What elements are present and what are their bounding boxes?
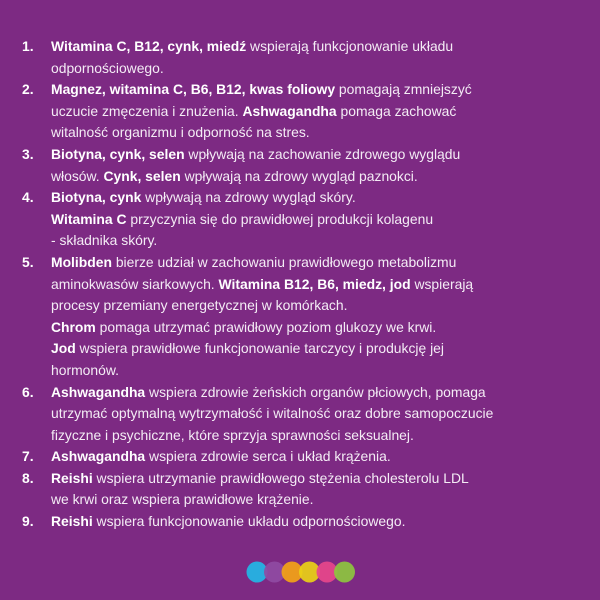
dot-circle — [334, 562, 355, 583]
list-item-number: 6. — [22, 383, 34, 400]
ingredient-name: Ashwagandha — [51, 383, 146, 400]
claim-text: wspiera funkcjonowanie układu odpornościowego. — [92, 513, 406, 530]
claim-text: hormonów. — [51, 361, 119, 378]
list-item — [0, 468, 600, 511]
ingredient-name: Ashwagandha — [242, 102, 337, 119]
text-line — [51, 230, 560, 252]
text-line — [51, 122, 560, 144]
claim-text: wpływają na zdrowy wygląd paznokci. — [180, 167, 418, 184]
claim-text: we krwi oraz wspiera prawidłowe krążenie. — [51, 491, 314, 508]
list-item-number: 7. — [22, 448, 34, 465]
text-line — [51, 511, 560, 533]
claim-text: utrzymać optymalną wytrzymałość i witalność oraz dobre samopoczucie — [51, 405, 494, 422]
text-line — [51, 36, 560, 58]
claim-text: pomaga zachować — [336, 102, 457, 119]
text-line — [51, 360, 560, 382]
text-line — [51, 338, 560, 360]
list-item-number: 8. — [22, 469, 34, 486]
text-line — [51, 425, 560, 447]
ingredient-name: Cynk, selen — [103, 167, 181, 184]
claim-text: witalność organizmu i odporność na stres. — [51, 124, 310, 141]
ingredient-name: Reishi — [51, 513, 93, 530]
ingredient-name: Chrom — [51, 318, 96, 335]
claim-text: fizyczne i psychiczne, które sprzyja sprawności seksualnej. — [51, 426, 414, 443]
list-item — [0, 144, 600, 187]
list-item — [0, 187, 600, 252]
colored-circles-icon — [246, 560, 356, 584]
list-item-number: 1. — [22, 38, 34, 54]
list-item — [0, 36, 600, 79]
claim-text: wspiera prawidłowe funkcjonowanie tarczycy i produkcję jej — [75, 340, 444, 357]
list-item — [0, 79, 600, 144]
claim-text: wspiera utrzymanie prawidłowego stężenia cholesterolu LDL — [92, 469, 469, 486]
list-item — [0, 382, 600, 447]
text-line — [51, 489, 560, 511]
ingredient-name: Witamina B12, B6, miedz, jod — [218, 275, 411, 292]
claim-text: bierze udział w zachowaniu prawidłowego metabolizmu — [111, 253, 457, 270]
list-item — [0, 446, 600, 468]
text-line — [51, 79, 560, 101]
text-line — [51, 468, 560, 490]
ingredient-name: Magnez, witamina C, B6, B12, kwas foliowy — [51, 81, 336, 98]
text-line — [51, 274, 560, 296]
ingredient-name: Reishi — [51, 469, 93, 486]
text-line — [51, 403, 560, 425]
list-item — [0, 252, 600, 382]
claim-text: wpływają na zdrowy wygląd skóry. — [141, 189, 356, 206]
ingredient-name: Jod — [51, 340, 76, 357]
text-line — [51, 58, 560, 80]
claim-text: przyczynia się do prawidłowej produkcji kolagenu — [126, 210, 434, 227]
text-line — [51, 101, 560, 123]
claim-text: wspierają funkcjonowanie układu — [246, 38, 454, 54]
ingredient-name: Witamina C, B12, cynk, miedź — [51, 38, 247, 54]
text-line — [51, 187, 560, 209]
claim-text: pomaga utrzymać prawidłowy poziom glukozy we krwi. — [95, 318, 437, 335]
list-item-number: 4. — [22, 189, 34, 206]
ingredient-name: Biotyna, cynk, selen — [51, 145, 185, 162]
text-line — [51, 295, 560, 317]
text-line — [51, 209, 560, 231]
text-line — [51, 144, 560, 166]
claim-text: odpornościowego. — [51, 59, 164, 76]
claim-text: aminokwasów siarkowych. — [51, 275, 219, 292]
brand-dots-logo — [246, 560, 356, 584]
ingredient-name: Ashwagandha — [51, 448, 146, 465]
text-line — [51, 166, 560, 188]
text-line — [51, 446, 560, 468]
health-claims-list — [0, 36, 600, 533]
text-line — [51, 252, 560, 274]
ingredient-name: Biotyna, cynk — [51, 189, 142, 206]
list-item-number: 2. — [22, 81, 34, 98]
claim-text: pomagają zmniejszyć — [335, 81, 472, 98]
claim-text: wspiera zdrowie żeńskich organów płciowych, pomaga — [145, 383, 486, 400]
claim-text: procesy przemiany energetycznej w komórkach. — [51, 297, 348, 314]
claim-text: - składnika skóry. — [51, 232, 158, 249]
list-item-number: 9. — [22, 513, 34, 530]
claim-text: uczucie zmęczenia i znużenia. — [51, 102, 243, 119]
ingredient-name: Witamina C — [51, 210, 127, 227]
claim-text: włosów. — [51, 167, 104, 184]
list-item-number: 5. — [22, 253, 34, 270]
list-item-number: 3. — [22, 145, 34, 162]
list-item — [0, 511, 600, 533]
claim-text: wpływają na zachowanie zdrowego wyglądu — [184, 145, 461, 162]
claim-text: wspierają — [410, 275, 474, 292]
ingredient-name: Molibden — [51, 253, 112, 270]
text-line — [51, 382, 560, 404]
text-line — [51, 317, 560, 339]
claim-text: wspiera zdrowie serca i układ krążenia. — [145, 448, 391, 465]
